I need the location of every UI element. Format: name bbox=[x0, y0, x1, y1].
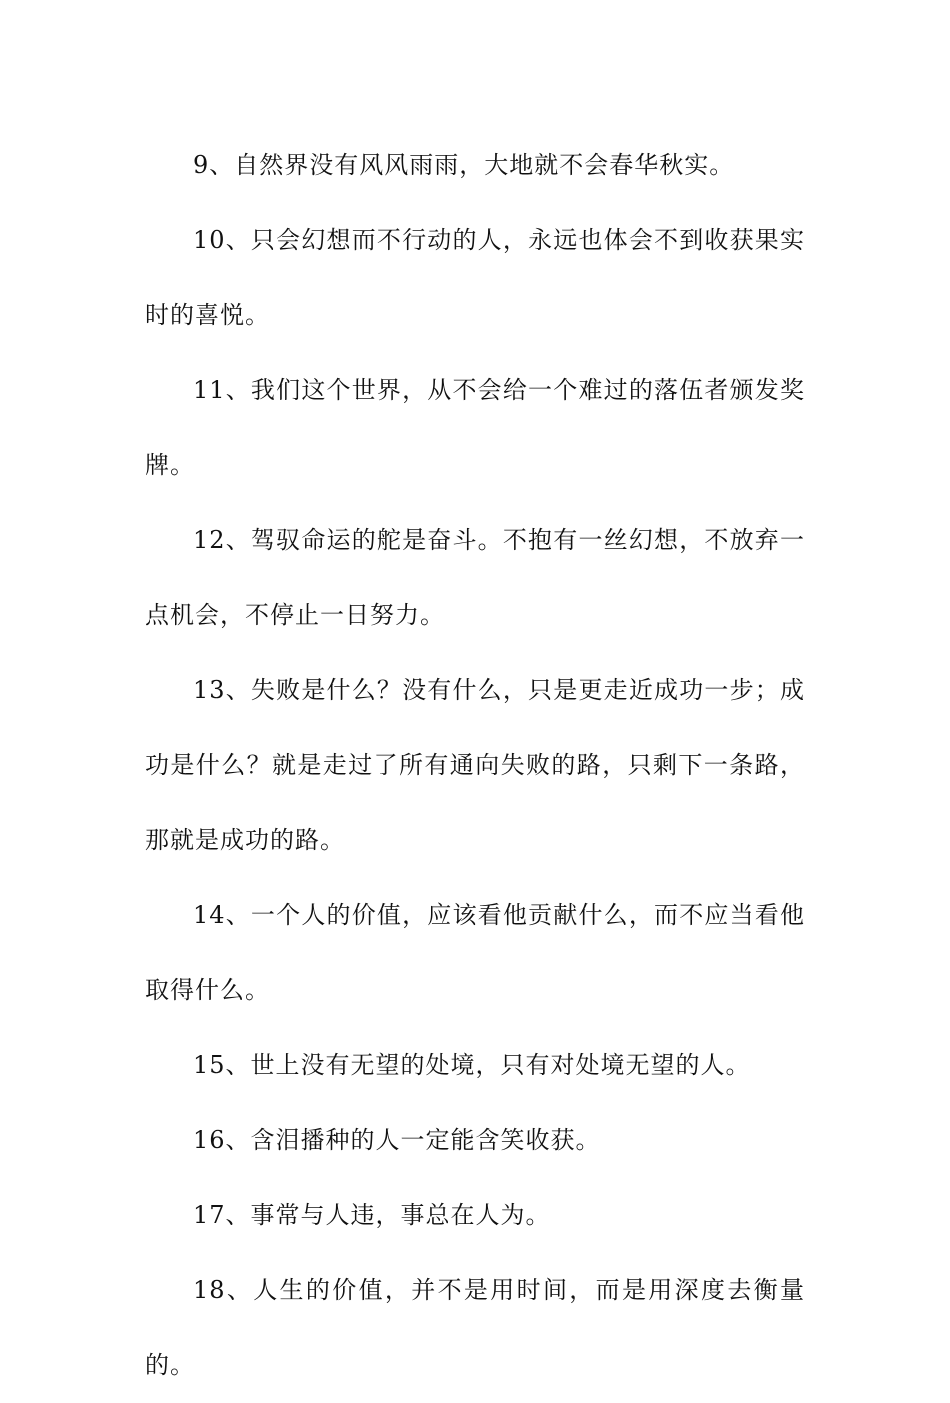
quote-paragraph-10: 10、只会幻想而不行动的人，永远也体会不到收获果实时的喜悦。 bbox=[145, 226, 805, 329]
quote-paragraph-11: 11、我们这个世界，从不会给一个难过的落伍者颁发奖牌。 bbox=[145, 376, 805, 479]
document-body bbox=[145, 128, 805, 1403]
quote-paragraph-17: 17、事常与人违，事总在人为。 bbox=[193, 1201, 551, 1229]
quote-paragraph-13: 13、失败是什么？没有什么，只是更走近成功一步；成功是什么？就是走过了所有通向失败的路，只剩下一条路，那就是成功的路。 bbox=[145, 676, 805, 854]
quote-paragraph-14: 14、一个人的价值，应该看他贡献什么，而不应当看他取得什么。 bbox=[145, 901, 805, 1004]
quote-paragraph-9: 9、自然界没有风风雨雨，大地就不会春华秋实。 bbox=[193, 151, 735, 179]
quote-paragraph-12: 12、驾驭命运的舵是奋斗。不抱有一丝幻想，不放弃一点机会，不停止一日努力。 bbox=[145, 526, 805, 629]
quote-paragraph-18: 18、人生的价值，并不是用时间，而是用深度去衡量的。 bbox=[145, 1276, 805, 1379]
quote-paragraph-15: 15、世上没有无望的处境，只有对处境无望的人。 bbox=[193, 1051, 751, 1079]
quote-paragraph-16: 16、含泪播种的人一定能含笑收获。 bbox=[193, 1126, 601, 1154]
